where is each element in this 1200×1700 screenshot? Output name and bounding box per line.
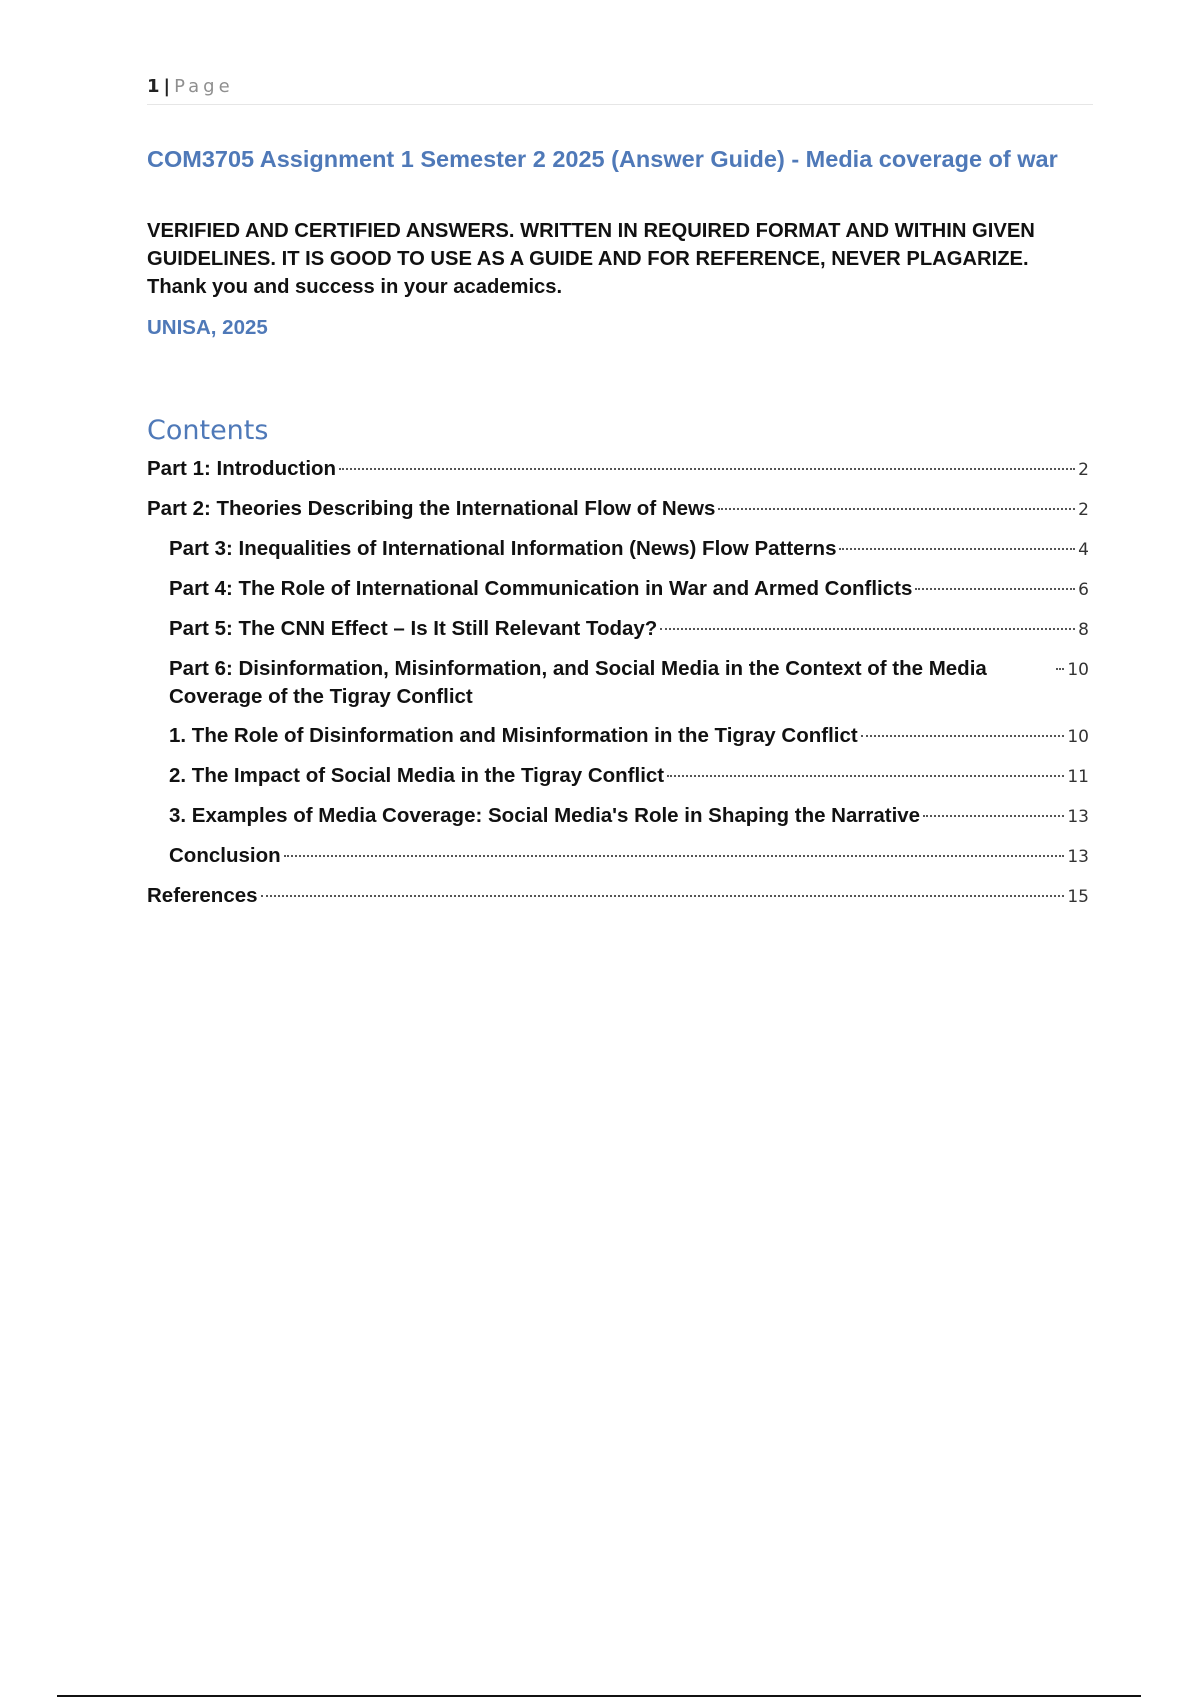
toc-entry-title: Conclusion [169, 844, 281, 867]
toc-entry-part-2[interactable] [147, 495, 1089, 524]
toc-dot-leader [261, 895, 1065, 897]
toc-entry-section-2[interactable] [147, 762, 1089, 791]
toc-entry-title: Part 6: Disinformation, Misinformation, and Social Media in the Context of the Media Coverage of the Tigray Conflict [169, 657, 987, 708]
toc-dot-leader [667, 775, 1064, 777]
document-intro: VERIFIED AND CERTIFIED ANSWERS. WRITTEN IN REQUIRED FORMAT AND WITHIN GIVEN GUIDELINES. IT IS GOOD TO USE AS A GUIDE AND FOR REFERENCE, NEVER PLAGARIZE. Thank you and success in your academics. [147, 220, 1035, 298]
toc-entry-page: 13 [1067, 807, 1089, 827]
page-label: Page [174, 76, 234, 97]
toc-dot-leader [284, 855, 1065, 857]
contents-heading: Contents [147, 415, 269, 446]
toc-entry-page: 6 [1078, 580, 1089, 600]
toc-dot-leader [923, 815, 1064, 817]
toc-entry-title: Part 4: The Role of International Communication in War and Armed Conflicts [169, 577, 913, 600]
toc-dot-leader [718, 508, 1075, 510]
bottom-divider [57, 1695, 1141, 1697]
toc-entry-page: 8 [1078, 620, 1089, 640]
page-number: 1 [147, 76, 160, 97]
toc-entry-title: 2. The Impact of Social Media in the Tigray Conflict [169, 764, 665, 787]
toc-entry-title: Part 2: Theories Describing the International Flow of News [147, 497, 716, 520]
table-of-contents [147, 455, 1089, 922]
toc-entry-section-1[interactable] [147, 722, 1089, 751]
toc-entry-page: 13 [1067, 847, 1089, 867]
toc-entry-title: Part 5: The CNN Effect – Is It Still Relevant Today? [169, 617, 658, 640]
toc-entry-page: 11 [1067, 767, 1089, 787]
toc-entry-section-3[interactable] [147, 802, 1089, 831]
page-separator: | [163, 76, 171, 97]
toc-entry-part-3[interactable] [147, 535, 1089, 564]
toc-entry-title: Part 3: Inequalities of International Information (News) Flow Patterns [169, 537, 837, 560]
document-title: COM3705 Assignment 1 Semester 2 2025 (Answer Guide) - Media coverage of war [147, 146, 1058, 172]
toc-entry-conclusion[interactable] [147, 842, 1089, 871]
toc-dot-leader [915, 588, 1075, 590]
toc-entry-page: 2 [1078, 460, 1089, 480]
toc-entry-part-1[interactable] [147, 455, 1089, 484]
toc-entry-part-5[interactable] [147, 615, 1089, 644]
toc-entry-title: Part 1: Introduction [147, 457, 337, 480]
toc-entry-page: 10 [1067, 660, 1089, 680]
toc-entry-title: 1. The Role of Disinformation and Misinformation in the Tigray Conflict [169, 724, 858, 747]
toc-dot-leader [839, 548, 1075, 550]
toc-entry-title: References [147, 884, 258, 907]
toc-dot-leader [1056, 668, 1064, 670]
toc-entry-part-6[interactable] [147, 655, 1089, 711]
toc-entry-page: 2 [1078, 500, 1089, 520]
page-header [147, 76, 1093, 105]
toc-entry-page: 4 [1078, 540, 1089, 560]
toc-entry-part-4[interactable] [147, 575, 1089, 604]
toc-entry-page: 15 [1067, 887, 1089, 907]
toc-entry-page: 10 [1067, 727, 1089, 747]
toc-entry-references[interactable] [147, 882, 1089, 911]
toc-dot-leader [660, 628, 1075, 630]
toc-dot-leader [339, 468, 1075, 470]
institution-label: UNISA, 2025 [147, 316, 268, 339]
toc-dot-leader [861, 735, 1065, 737]
toc-entry-title: 3. Examples of Media Coverage: Social Media's Role in Shaping the Narrative [169, 804, 921, 827]
